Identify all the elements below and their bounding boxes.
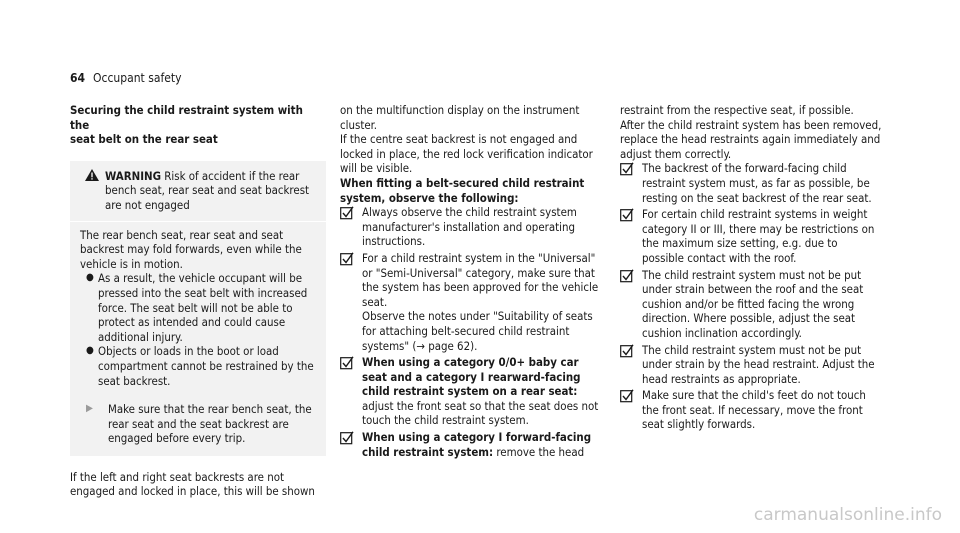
page-header [70, 71, 182, 85]
warning-text: Risk of accident if the rear bench seat, rear seat and seat backrest are not engaged [105, 168, 310, 212]
checklist-item: The child restraint system must not be put under strain between the roof and the seat cushion and/or be fitted facing the wrong direction. Where possible, adjust the seat cushion inclination accordingly. [620, 268, 882, 341]
paragraph: After the child restraint system has been removed, replace the head restraints again immediately and adjust them correctly. [620, 117, 882, 161]
checklist-item: When using a category I forward-facing child restraint system: remove the head [340, 430, 602, 459]
checklist-item: The child restraint system must not be put under strain by the head restraint. Adjust the head restraints as appropriate. [620, 343, 882, 387]
warning-label: WARNING [105, 168, 161, 183]
checklist-item: For a child restraint system in the "Universal" or "Semi-Universal" category, make sure that the system has been approved for the vehicle seat. Observe the notes under "Suitability of seats for attaching belt-secured child restraint systems" (→ page 62). [340, 251, 602, 353]
checklist-item: Always observe the child restraint system manufacturer's installation and operating instructions. [340, 205, 602, 249]
checkbox-icon [340, 430, 362, 459]
warning-body: The rear bench seat, rear seat and seat backrest may fold forwards, even while the vehicle is in motion. [80, 227, 302, 271]
checkbox-icon [620, 207, 642, 265]
list-item: ● Objects or loads in the boot or load compartment cannot be restrained by the seat backrest. [86, 344, 314, 388]
checkbox-icon [620, 161, 642, 205]
checklist-item: Make sure that the child's feet do not touch the front seat. If necessary, move the front seat slightly forwards. [620, 388, 882, 432]
section-title: Occupant safety [93, 71, 182, 85]
checklist-item: When using a category 0/0+ baby car seat and a category I rearward-facing child restraint system on a rear seat: adjust the front seat so that the seat does not touch the child restraint system. [340, 355, 602, 428]
checkbox-icon [340, 205, 362, 249]
column-2 [340, 103, 602, 461]
page-number: 64 [70, 71, 86, 85]
paragraph: If the centre seat backrest is not engaged and locked in place, the red lock verification indicator will be visible. [340, 132, 593, 176]
play-arrow-icon: ▶ [86, 403, 93, 415]
section-heading: Securing the child restraint system with the seat belt on the rear seat [70, 103, 303, 147]
checkbox-icon [620, 343, 642, 387]
warning-box [70, 161, 326, 456]
checkbox-icon [340, 251, 362, 353]
subheading: When fitting a belt-secured child restraint system, observe the following: [340, 175, 585, 205]
checklist-item: For certain child restraint systems in weight category II or III, there may be restrictions on the maximum size setting, e.g. due to possible contact with the roof. [620, 207, 882, 265]
column-1 [70, 103, 322, 499]
warning-triangle-icon [85, 169, 105, 213]
column-3 [620, 103, 882, 434]
checkbox-icon [620, 268, 642, 341]
watermark: carmanualsonline.info [753, 505, 942, 525]
checkbox-icon [620, 388, 642, 432]
checkbox-icon [340, 355, 362, 428]
paragraph: on the multifunction display on the instrument cluster. [340, 103, 580, 132]
checklist-item: The backrest of the forward-facing child restraint system must, as far as possible, be resting on the seat backrest of the rear seat. [620, 161, 882, 205]
list-item: ● As a result, the vehicle occupant will be pressed into the seat belt with increased force. The seat belt will not be able to protect as intended and could cause additional injury. [86, 271, 308, 344]
paragraph: restraint from the respective seat, if possible. [620, 103, 854, 117]
paragraph: If the left and right seat backrests are not engaged and locked in place, this will be shown [70, 469, 315, 499]
action-step: ▶ Make sure that the rear bench seat, the rear seat and the seat backrest are engaged before every trip. [80, 402, 318, 446]
